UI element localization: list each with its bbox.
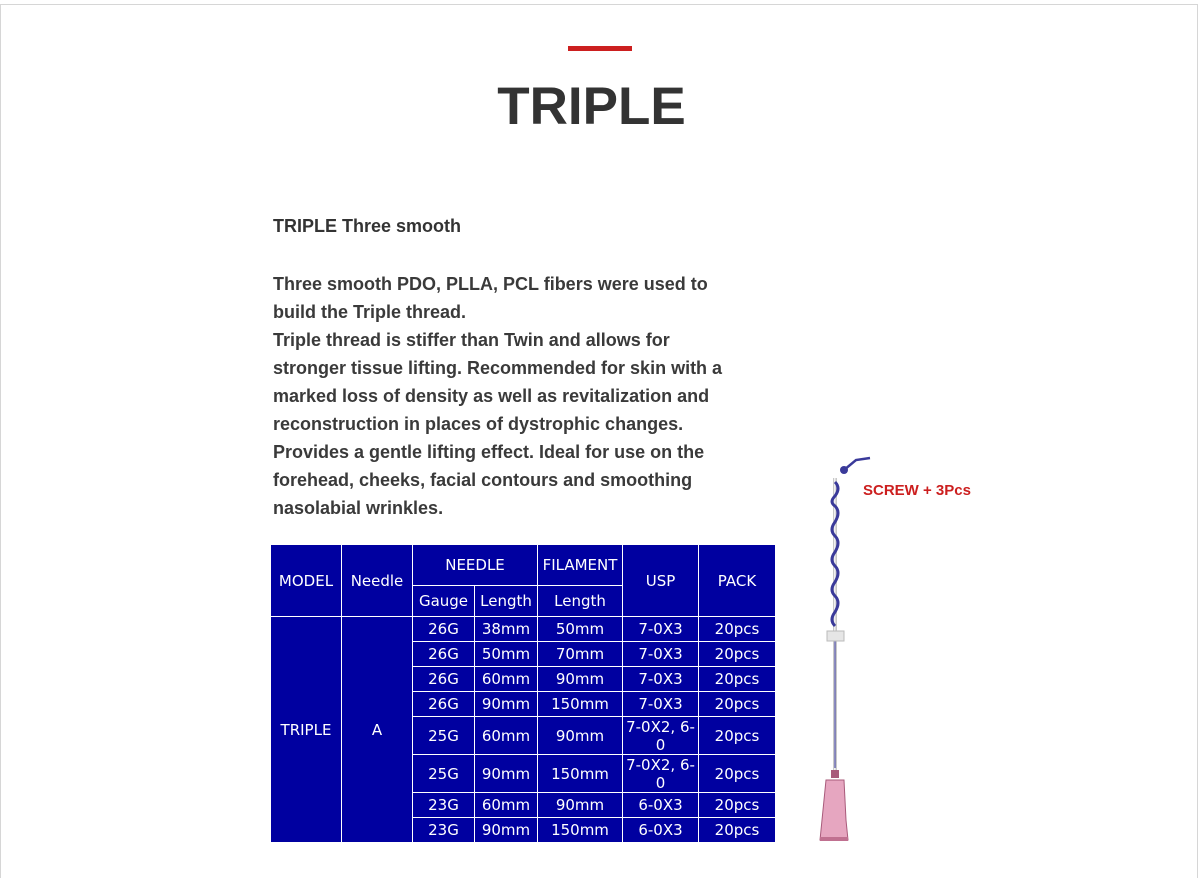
cell-needle-type: A [342, 617, 413, 843]
cell-pack: 20pcs [699, 617, 776, 642]
table-row [271, 617, 776, 642]
cell-needle-length: 50mm [475, 642, 538, 667]
description-paragraph: Triple thread is stiffer than Twin and allows for stronger tissue lifting. Recommended for skin with a marked loss of density as well as revitalization and reconstruction in places of dystrophic changes. Provides a gentle lifting effect. Ideal for use on the forehead, cheeks, facial contours and smoothing nasolabial wrinkles. [273, 330, 723, 518]
header-pack: PACK [699, 545, 776, 617]
cell-needle-length: 60mm [475, 667, 538, 692]
cell-gauge: 25G [413, 755, 475, 793]
product-subtitle: TRIPLE Three smooth [273, 216, 462, 236]
cell-usp: 7-0X3 [623, 642, 699, 667]
product-image-label: SCREW + 3Pcs [863, 482, 971, 499]
cell-gauge: 23G [413, 818, 475, 843]
header-needle-type: Needle [342, 545, 413, 617]
description-paragraph: Three smooth PDO, PLLA, PCL fibers were used to build the Triple thread. [273, 274, 708, 322]
cell-needle-length: 90mm [475, 818, 538, 843]
cell-usp: 7-0X2, 6-0 [623, 717, 699, 755]
header-gauge: Gauge [413, 586, 475, 617]
cell-filament-length: 150mm [538, 755, 623, 793]
title-accent-bar [568, 46, 632, 51]
cell-filament-length: 90mm [538, 717, 623, 755]
cell-gauge: 26G [413, 692, 475, 717]
header-needle-group: NEEDLE [413, 545, 538, 586]
cell-usp: 6-0X3 [623, 818, 699, 843]
cell-filament-length: 50mm [538, 617, 623, 642]
product-description [273, 270, 723, 522]
page-title: TRIPLE [497, 77, 686, 136]
header-filament-length: Length [538, 586, 623, 617]
cell-filament-length: 90mm [538, 793, 623, 818]
cell-filament-length: 150mm [538, 818, 623, 843]
spec-table [270, 544, 776, 843]
cell-pack: 20pcs [699, 667, 776, 692]
cell-pack: 20pcs [699, 818, 776, 843]
header-needle-length: Length [475, 586, 538, 617]
cell-usp: 7-0X3 [623, 617, 699, 642]
cell-pack: 20pcs [699, 717, 776, 755]
thread-product-image [810, 448, 880, 848]
cell-needle-length: 38mm [475, 617, 538, 642]
cell-usp: 7-0X2, 6-0 [623, 755, 699, 793]
cell-needle-length: 60mm [475, 793, 538, 818]
needle-collar [827, 631, 844, 641]
cell-usp: 7-0X3 [623, 667, 699, 692]
cell-filament-length: 70mm [538, 642, 623, 667]
cell-gauge: 25G [413, 717, 475, 755]
cell-gauge: 23G [413, 793, 475, 818]
table-header-row [271, 545, 776, 586]
needle-hub [820, 780, 848, 840]
cell-needle-length: 90mm [475, 755, 538, 793]
cell-usp: 6-0X3 [623, 793, 699, 818]
cell-gauge: 26G [413, 667, 475, 692]
header-model: MODEL [271, 545, 342, 617]
cell-needle-length: 60mm [475, 717, 538, 755]
header-usp: USP [623, 545, 699, 617]
cell-pack: 20pcs [699, 642, 776, 667]
cell-pack: 20pcs [699, 793, 776, 818]
needle-hub-neck [831, 770, 839, 778]
cell-gauge: 26G [413, 617, 475, 642]
cell-pack: 20pcs [699, 755, 776, 793]
cell-needle-length: 90mm [475, 692, 538, 717]
header-filament-group: FILAMENT [538, 545, 623, 586]
cell-gauge: 26G [413, 642, 475, 667]
cell-pack: 20pcs [699, 692, 776, 717]
cell-filament-length: 150mm [538, 692, 623, 717]
cell-usp: 7-0X3 [623, 692, 699, 717]
cell-model: TRIPLE [271, 617, 342, 843]
cell-filament-length: 90mm [538, 667, 623, 692]
thread-hook [844, 458, 870, 470]
